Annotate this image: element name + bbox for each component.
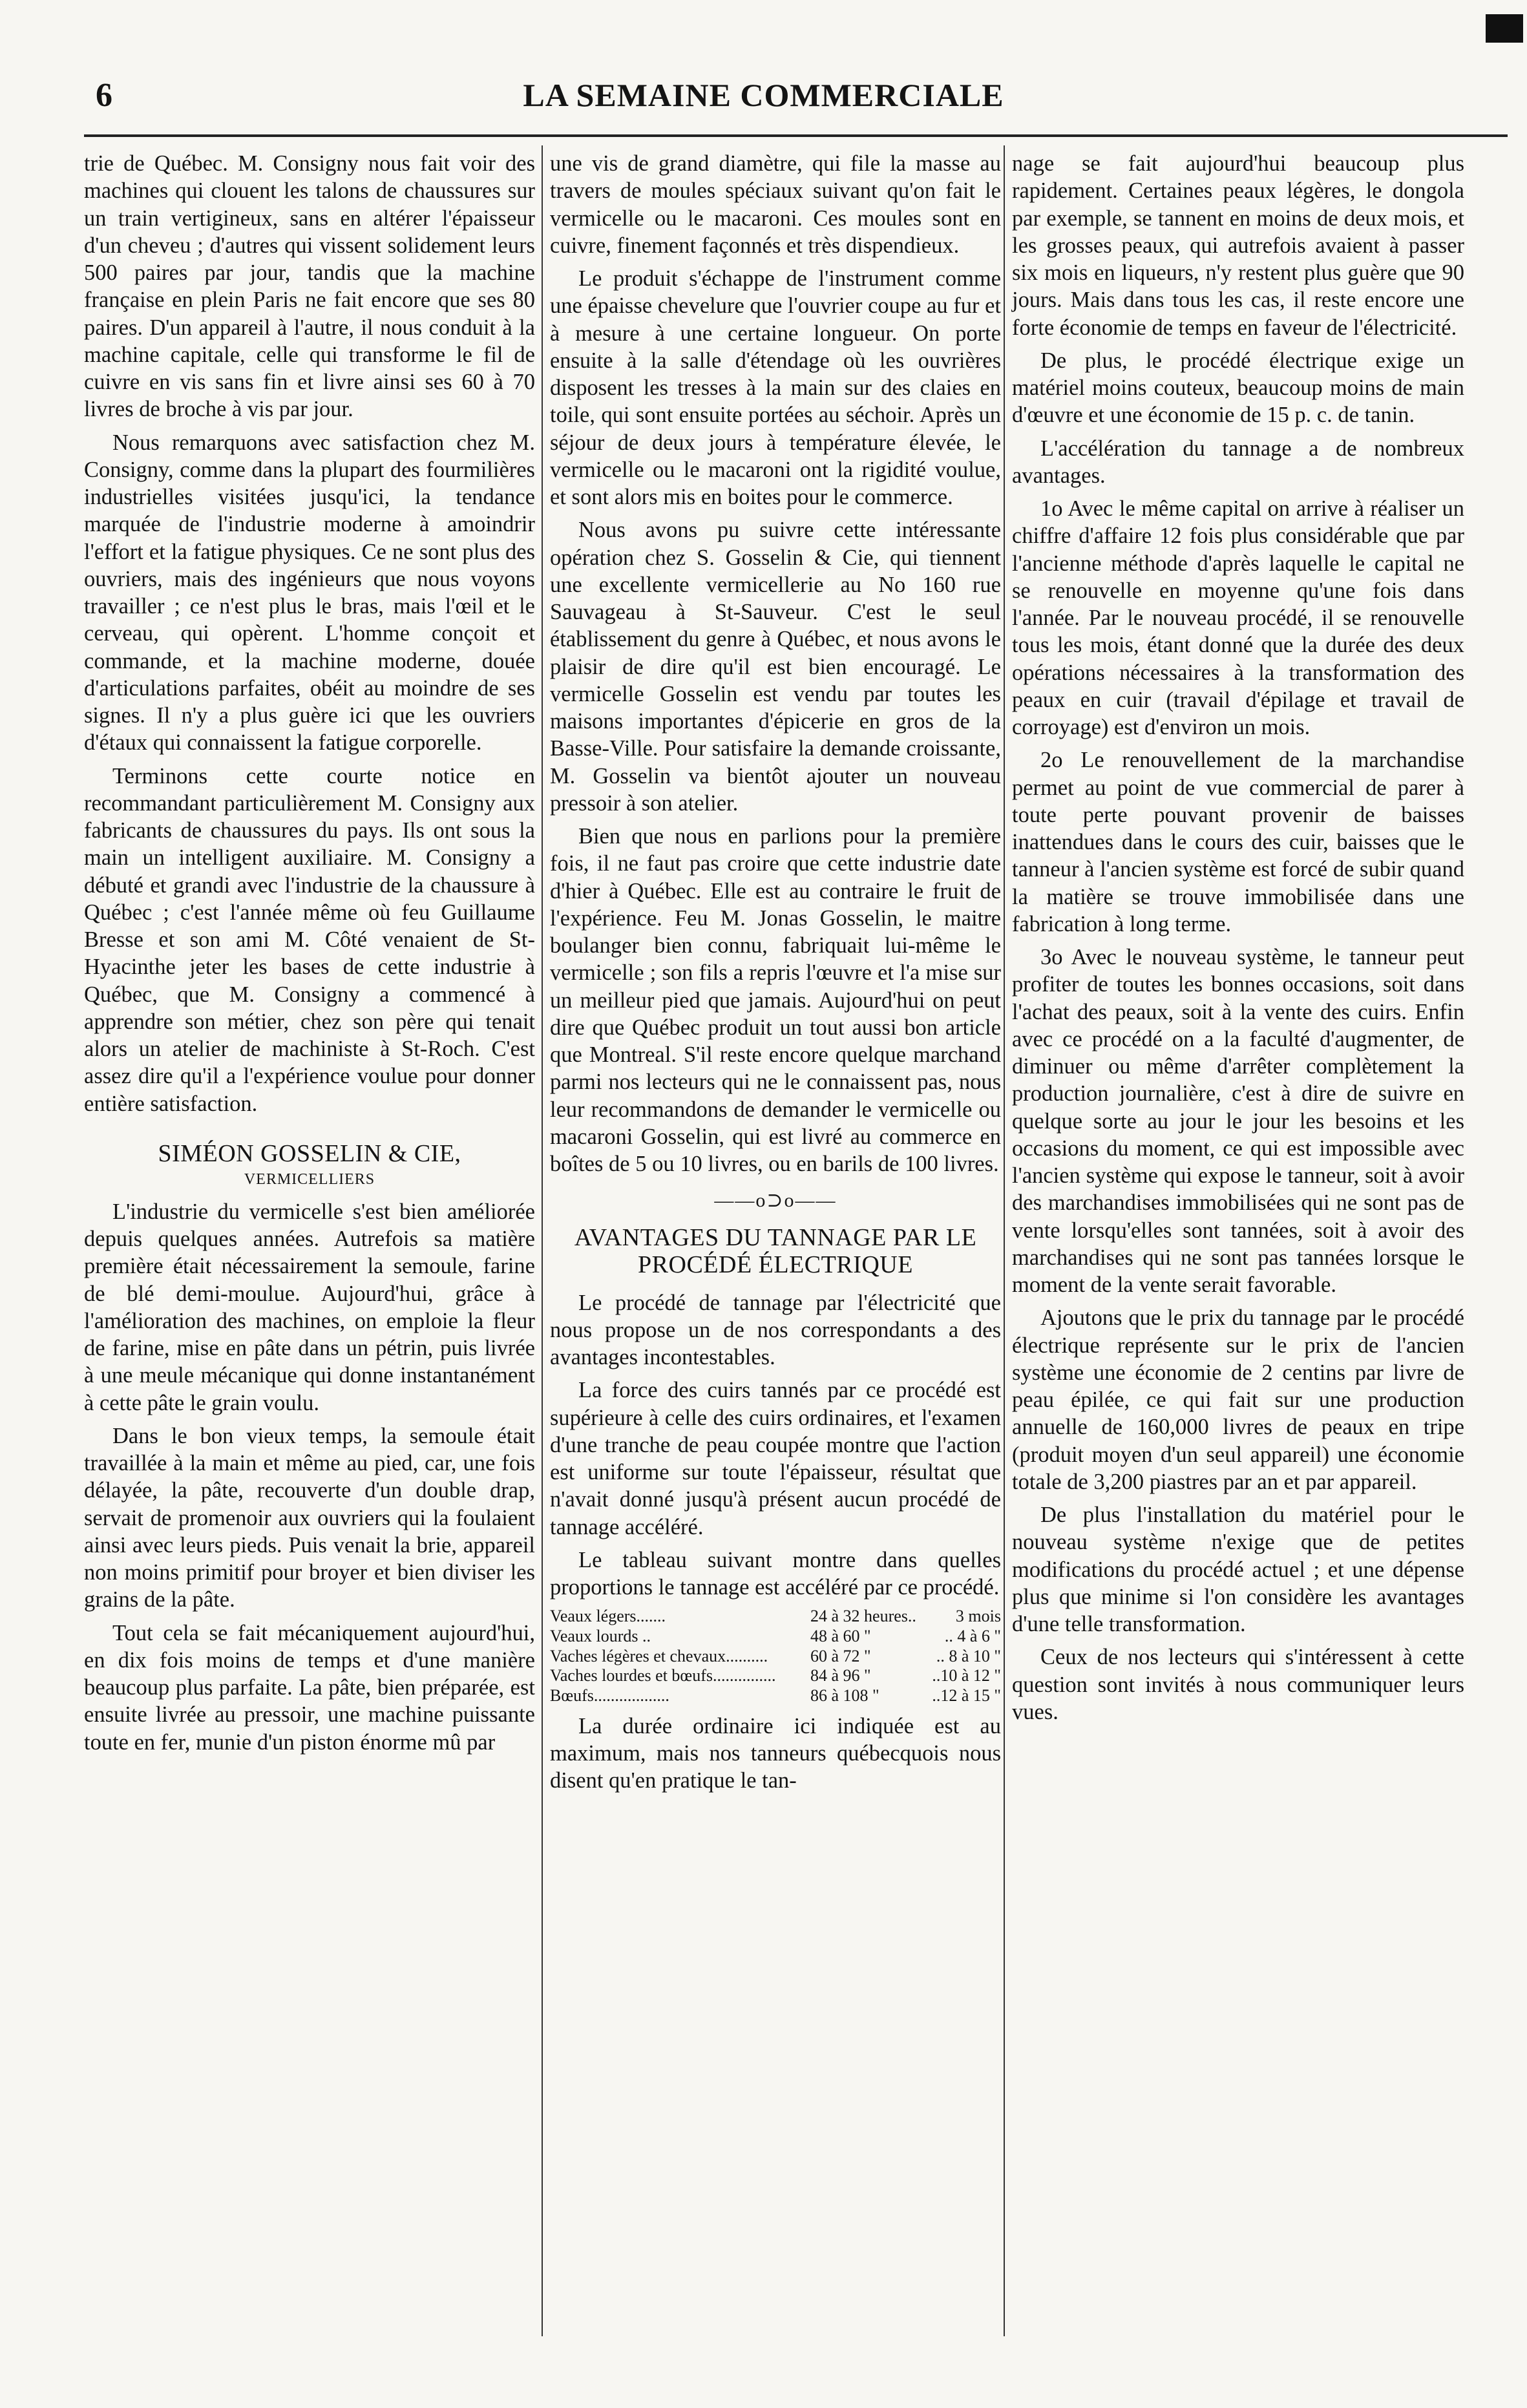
paragraph: 2o Le renouvellement de la marchandise permet au point de vue commercial de parer à toute perte pouvant provenir de baisses inattendues dans le cours des cuir, baisses que le tanneur à l'ancien système est forcé de subir quand la matière se trouve immobilisée dans une fabrication à long terme.	[1012, 748, 1464, 936]
column-rule	[542, 145, 543, 2336]
table-row	[550, 1607, 1001, 1627]
table-cell: Vaches lourdes et bœufs...............	[550, 1666, 776, 1685]
paragraph: Dans le bon vieux temps, la semoule était travaillée à la main et même au pied, car, une fois délayée, la pâte, recouverte d'un double drap, servait de promenoir aux ouvriers qui la foulaient ainsi avec leurs pieds. Puis venait la brie, appareil non moins primitif pour broyer et bien diviser les grains de la pâte.	[84, 1423, 535, 1612]
table-cell: Vaches légères et chevaux..........	[550, 1646, 768, 1665]
table-cell: Veaux lourds ..	[550, 1627, 651, 1646]
table-cell: 84 à 96 "	[810, 1666, 871, 1685]
paragraph: L'industrie du vermicelle s'est bien améliorée depuis quelques années. Autrefois sa matière première était nécessairement la semoule, farine de blé demi-moulue. Aujourd'hui, grâce à l'amélioration des machines, on emploie la fleur de farine, mise en pâte dans un pétrin, puis livrée à une meule mécanique qui donne instantanément à cette pâte le grain voulu.	[84, 1199, 535, 1415]
paragraph: nage se fait aujourd'hui beaucoup plus rapidement. Certaines peaux légères, le dongola par exemple, se tannent en moins de deux mois, et les grosses peaux, qui autrefois avaient à passer six mois en liqueurs, n'y restent plus guère que 90 jours. Mais dans tous les cas, il reste encore une forte économie de temps en faveur de l'électricité.	[1012, 151, 1464, 340]
paragraph: trie de Québec. M. Consigny nous fait voir des machines qui clouent les talons de chaussures sur un train vertigineux, sans en altérer l'épaisseur d'un cheveu ; d'autres qui vissent solidement leurs 500 paires par jour, tandis que la machine française en plein Paris ne fait encore que ses 80 paires. D'un appareil à l'autre, il nous conduit à la machine capitale, celle qui transforme le fil de cuivre en vis sans fin et livre ainsi ses 60 à 70 livres de broche à vis par jour.	[84, 151, 535, 422]
table-row	[550, 1647, 1001, 1667]
table-cell: Veaux légers.......	[550, 1607, 666, 1626]
paragraph: une vis de grand diamètre, qui file la masse au travers de moules spéciaux suivant qu'on fait le vermicelle ou le macaroni. Ces moules sont en cuivre, finement façonnés et très dispendieux.	[550, 151, 1001, 258]
paragraph: L'accélération du tannage a de nombreux avantages.	[1012, 436, 1464, 488]
column-1	[84, 150, 535, 1762]
paragraph: Le procédé de tannage par l'électricité que nous propose un de nos correspondants a des avantages incontestables.	[550, 1290, 1001, 1370]
paragraph: Le tableau suivant montre dans quelles proportions le tannage est accéléré par ce procédé.	[550, 1547, 1001, 1600]
column-3	[1012, 150, 1464, 1731]
paragraph: 3o Avec le nouveau système, le tanneur peut profiter de toutes les bonnes occasions, soit dans l'achat des peaux, soit à la vente des cuirs. Enfin avec ce procédé on a la faculté d'augmenter, de diminuer ou même d'arrêter complètement la production journalière, c'est à dire de suivre en quelque sorte au jour le jour les besoins et les occasions du moment, ce qui est impossible avec l'ancien système qui expose le tanneur, soit à avoir des marchandises immobilisées qui ne sont pas de vente lorsqu'elles sont tannées, soit à avoir des marchandises qui ne sont pas tannées lorsque le moment de la vente serait favorable.	[1012, 945, 1464, 1297]
print-mark	[1486, 14, 1523, 43]
paragraph: De plus, le procédé électrique exige un matériel moins couteux, beaucoup moins de main d'œuvre et une économie de 15 p. c. de tanin.	[1012, 348, 1464, 428]
paragraph: Terminons cette courte notice en recommandant particulièrement M. Consigny aux fabricants de chaussures du pays. Ils ont sous la main un intelligent auxiliaire. M. Consigny a débuté et grandi avec l'industrie de la chaussure à Québec ; c'est l'année même où feu Guillaume Bresse et son ami M. Côté venaient de St-Hyacinthe jeter les bases de cette industrie à Québec, que M. Consigny a commencé à apprendre son métier, chez son père qui tenait alors un atelier de machiniste à St-Roch. C'est assez dire qu'il a l'expérience voulue pour donner entière satisfaction.	[84, 763, 535, 1116]
table-cell: 48 à 60 "	[810, 1627, 871, 1646]
paragraph: 1o Avec le même capital on arrive à réaliser un chiffre d'affaire 12 fois plus considérable que par l'ancienne méthode d'après laquelle le capital ne se renouvelle en moyenne qu'une fois dans l'année. Par le nouveau procédé, il se renouvelle tous les mois, étant donné que la durée des deux opérations nécessaires à la transformation des peaux en cuir (travail d'épilage et travail de corroyage) est d'environ un mois.	[1012, 496, 1464, 739]
table-cell: 60 à 72 "	[810, 1646, 871, 1665]
paragraph: Nous avons pu suivre cette intéressante opération chez S. Gosselin & Cie, qui tiennent une excellente vermicellerie au No 160 rue Sauvageau à St-Sauveur. C'est le seul établissement du genre à Québec, et nous avons le plaisir de dire qu'il est bien encouragé. Le vermicelle Gosselin est vendu par toutes les maisons importantes d'épicerie en gros de la Basse-Ville. Pour satisfaire la demande croissante, M. Gosselin va bientôt ajouter un nouveau pressoir à son atelier.	[550, 518, 1001, 816]
column-2	[550, 150, 1001, 1800]
article-heading: SIMÉON GOSSELIN & CIE,	[158, 1139, 461, 1167]
table-cell: ..12 à 15 "	[932, 1686, 1001, 1706]
header-rule	[84, 134, 1508, 137]
paragraph: La durée ordinaire ici indiquée est au maximum, mais nos tanneurs québecquois nous disent qu'en pratique le tan-	[550, 1713, 1001, 1793]
paragraph: Nous remarquons avec satisfaction chez M. Consigny, comme dans la plupart des fourmilières industrielles visitées jusqu'ici, la tendance marquée de l'industrie moderne à amoindrir l'effort et la fatigue physiques. Ce ne sont plus des ouvriers, mais des ingénieurs que nous voyons travailler ; ce n'est plus le bras, mais l'œil et le cerveau, qui opèrent. L'homme conçoit et commande, et la machine moderne, douée d'articulations parfaites, obéit au moindre de ses signes. Il n'y a plus guère ici que les ouvriers d'étaux qui connaissent la fatigue corporelle.	[84, 430, 535, 755]
paragraph: Le produit s'échappe de l'instrument comme une épaisse chevelure que l'ouvrier coupe au fur et à mesure à une certaine longueur. On porte ensuite à la salle d'étendage où les ouvrières disposent les tresses à la main sur des claies en toile, qui sont ensuite portées au séchoir. Après un séjour de deux jours à température élevée, le vermicelle ou le macaroni ont la rigidité voulue, et sont alors mis en boites pour le commerce.	[550, 266, 1001, 509]
paragraph: La force des cuirs tannés par ce procédé est supérieure à celle des cuirs ordinaires, et l'examen d'une tranche de peau coupée montre que l'action est uniforme sur toute l'épaisseur, résultat que n'avait donné jusqu'à présent aucun procédé de tannage accéléré.	[550, 1378, 1001, 1539]
table-row	[550, 1686, 1001, 1706]
table-cell: 3 mois	[955, 1607, 1001, 1626]
column-rule	[1004, 145, 1005, 2336]
table-cell: ..10 à 12 "	[932, 1666, 1001, 1685]
table-cell: 24 à 32 heures..	[810, 1607, 916, 1626]
paragraph: Bien que nous en parlions pour la première fois, il ne faut pas croire que cette industrie date d'hier à Québec. Elle est au contraire le fruit de l'expérience. Feu M. Jonas Gosselin, le maitre boulanger bien connu, fabriquait lui-même le vermicelle ; son fils a repris l'œuvre et l'a mise sur un meilleur pied que jamais. Aujourd'hui on peut dire que Québec produit un tout aussi bon article que Montreal. S'il reste encore quelque marchand parmi nos lecteurs qui ne le connaissent pas, nous leur recommandons de demander le vermicelle ou macaroni Gosselin, qui est livré au commerce en boîtes de 5 ou 10 livres, ou en barils de 100 livres.	[550, 824, 1001, 1176]
paragraph: Ceux de nos lecteurs qui s'intéressent à cette question sont invités à nous communiquer leurs vues.	[1012, 1645, 1464, 1724]
running-head: LA SEMAINE COMMERCIALE	[523, 77, 1004, 113]
table-cell: 86 à 108 "	[810, 1686, 879, 1706]
page-number: 6	[96, 77, 112, 114]
separator-ornament: ——o⊃o——	[714, 1190, 837, 1212]
paragraph: Tout cela se fait mécaniquement aujourd'hui, en dix fois moins de temps et d'une manière beaucoup plus parfaite. La pâte, bien préparée, est ensuite livrée au pressoir, une machine puissante toute en fer, munie d'un piston énorme mû par	[84, 1620, 535, 1755]
paragraph: De plus l'installation du matériel pour le nouveau système n'exige que de petites modifications du procédé actuel ; et une dépense plus que minime si l'on considère les avantages d'une telle transformation.	[1012, 1503, 1464, 1636]
table-cell: Bœufs..................	[550, 1686, 669, 1706]
table-cell: .. 8 à 10 "	[936, 1646, 1001, 1665]
tanning-table	[550, 1607, 1001, 1706]
table-row	[550, 1627, 1001, 1647]
table-row	[550, 1666, 1001, 1686]
article-subheading: VERMICELLIERS	[244, 1170, 375, 1188]
table-cell: .. 4 à 6 "	[944, 1627, 1001, 1646]
article-heading: AVANTAGES DU TANNAGE PAR LE PROCÉDÉ ÉLECTRIQUE	[574, 1224, 977, 1278]
paragraph: Ajoutons que le prix du tannage par le procédé électrique représente sur le prix de l'ancien système une économie de 2 centins par livre de peau épilée, ce qui fait sur une production annuelle de 160,000 livres de peaux en tripe (produit moyen d'un seul appareil) une économie totale de 3,200 piastres par an et par appareil.	[1012, 1305, 1464, 1494]
